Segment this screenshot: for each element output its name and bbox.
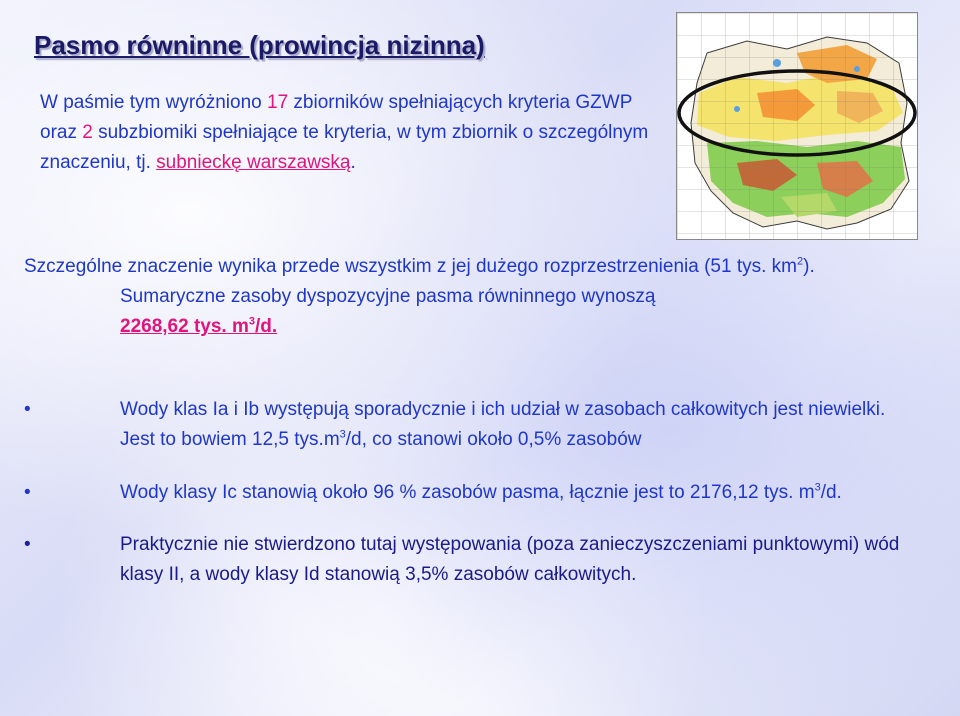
slide-title: Pasmo równinne (prowincja nizinna)	[34, 30, 485, 60]
summary-value: 2268,62 tys. $m^3/d$.	[120, 315, 278, 337]
summary-line: Sumaryczne zasoby dyspozycyjne pasma równinnego wynoszą 2268,62 tys. $m^3/d$.	[120, 286, 656, 337]
intro-text: W paśmie tym wyróżniono 17 zbiorników spełniających kryteria GZWP oraz 2 subzbiomiki spełniające te kryteria, w tym zbiornik o szczególnym znaczeniu, tj. subnieckę warszawską.	[40, 92, 649, 173]
bullet-item-class-ii-id: • Praktycznie nie stwierdzono tutaj występowania (poza zanieczyszczeniami punktowymi) wód klasy II, a wody klasy Id stanowią 3,5% zasobów całkowitych.	[24, 530, 924, 590]
count-subreservoirs: 2	[82, 122, 93, 143]
poland-aquifer-map	[676, 12, 918, 240]
bullet-item-class-ia-ib: • Wody klas Ia i Ib występują sporadycznie i ich udział w zasobach całkowitych jest niewielki. Jest to bowiem 12,5 $tys.m^3/d$, co stanowi około 0,5% zasobów	[24, 395, 924, 455]
warsaw-basin-link[interactable]: subnieckę warszawską	[156, 152, 351, 173]
bullet-item-class-ic: • Wody klasy Ic stanowią około 96 % zasobów pasma, łącznie jest to 2176,12 tys. $m^3/d$.	[24, 478, 924, 508]
bullet-list	[24, 395, 924, 590]
count-reservoirs: 17	[267, 92, 289, 113]
significance-paragraph: Szczególne znaczenie wynika przede wszystkim z jej dużego rozprzestrzenienia (51 tys. $km^2$). Sumaryczne zasoby dyspozycyjne pasma równinnego wynoszą 2268,62 tys. $m^3/d$.	[24, 252, 924, 342]
map-graphic	[677, 13, 917, 239]
bullet-marker: •	[24, 482, 31, 503]
bullet-marker: •	[24, 534, 31, 555]
bullet-marker: •	[24, 399, 31, 420]
